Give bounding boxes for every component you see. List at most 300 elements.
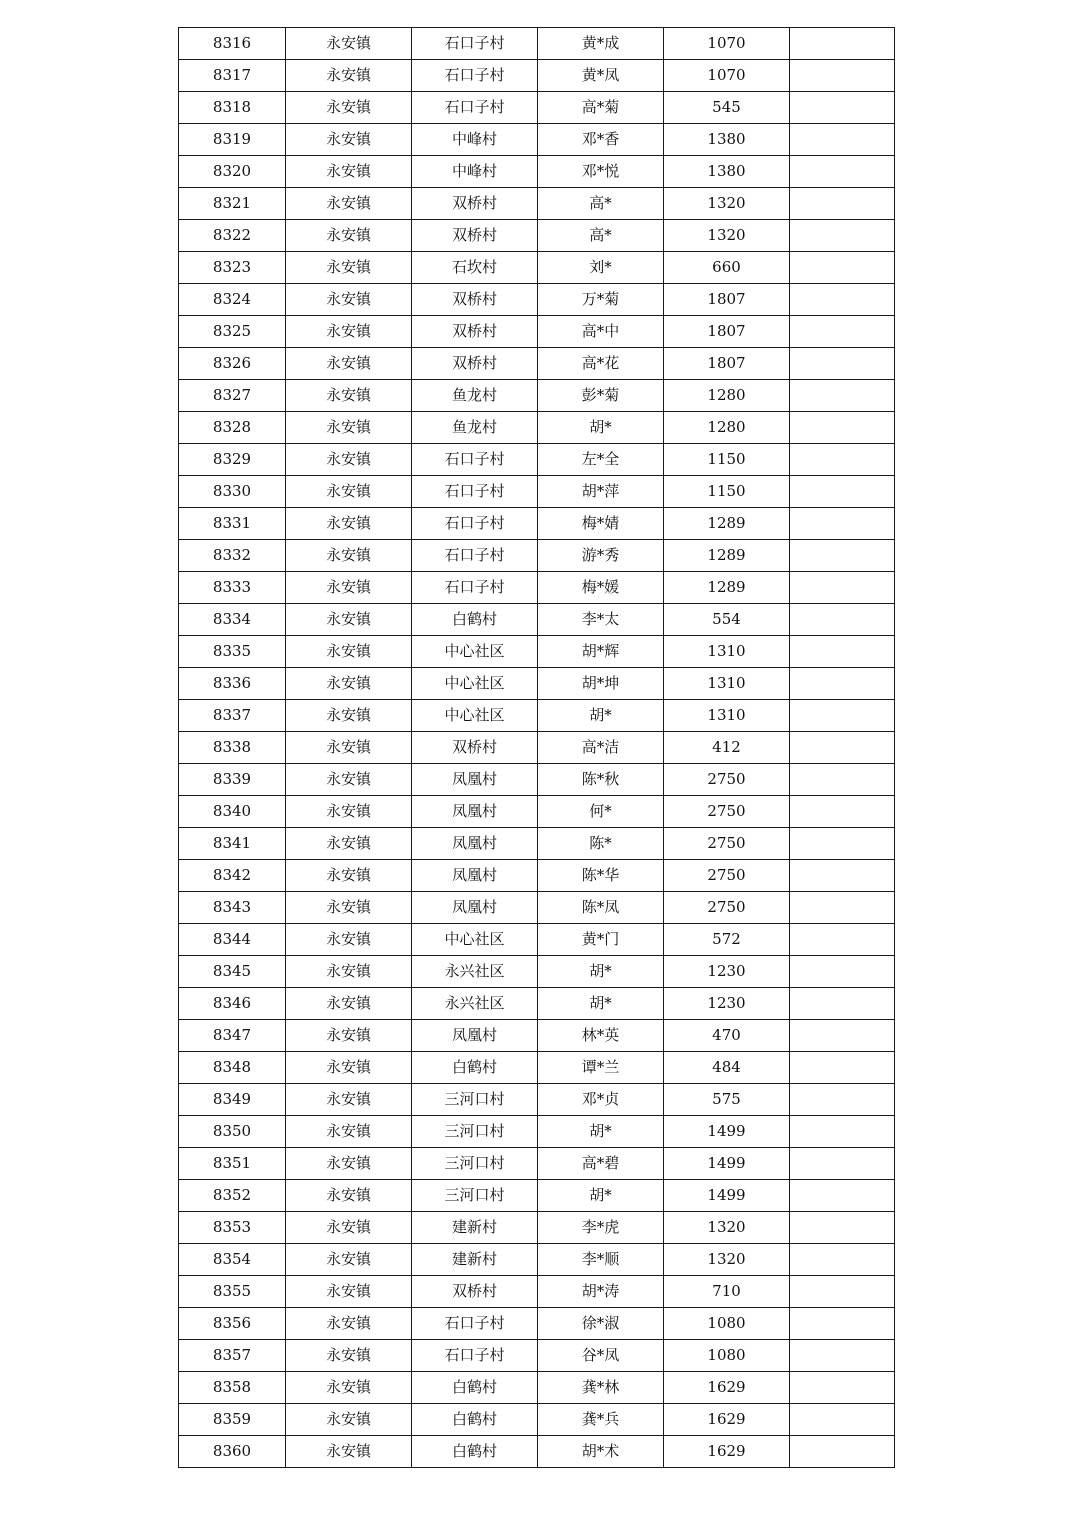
name-cell: 胡* xyxy=(538,956,664,988)
village-cell: 凤凰村 xyxy=(412,764,538,796)
note-cell xyxy=(790,764,895,796)
serial-number-cell: 8359 xyxy=(179,1404,286,1436)
name-cell: 胡* xyxy=(538,1116,664,1148)
note-cell xyxy=(790,956,895,988)
serial-number-cell: 8336 xyxy=(179,668,286,700)
table-row xyxy=(179,828,895,860)
serial-number-cell: 8321 xyxy=(179,188,286,220)
serial-number-cell: 8316 xyxy=(179,28,286,60)
table-row xyxy=(179,284,895,316)
table-row xyxy=(179,572,895,604)
note-cell xyxy=(790,508,895,540)
note-cell xyxy=(790,700,895,732)
village-cell: 中心社区 xyxy=(412,924,538,956)
table-row xyxy=(179,764,895,796)
table-row xyxy=(179,860,895,892)
village-cell: 永兴社区 xyxy=(412,956,538,988)
village-cell: 石口子村 xyxy=(412,1308,538,1340)
table-row xyxy=(179,444,895,476)
table-row xyxy=(179,892,895,924)
serial-number-cell: 8351 xyxy=(179,1148,286,1180)
serial-number-cell: 8326 xyxy=(179,348,286,380)
name-cell: 胡* xyxy=(538,1180,664,1212)
name-cell: 谷*凤 xyxy=(538,1340,664,1372)
serial-number-cell: 8319 xyxy=(179,124,286,156)
serial-number-cell: 8350 xyxy=(179,1116,286,1148)
village-cell: 鱼龙村 xyxy=(412,380,538,412)
table-row xyxy=(179,956,895,988)
note-cell xyxy=(790,572,895,604)
amount-cell: 2750 xyxy=(664,892,790,924)
name-cell: 胡* xyxy=(538,412,664,444)
note-cell xyxy=(790,1148,895,1180)
name-cell: 梅*婧 xyxy=(538,508,664,540)
town-cell: 永安镇 xyxy=(286,1244,412,1276)
name-cell: 万*菊 xyxy=(538,284,664,316)
town-cell: 永安镇 xyxy=(286,252,412,284)
note-cell xyxy=(790,1244,895,1276)
name-cell: 胡*涛 xyxy=(538,1276,664,1308)
serial-number-cell: 8317 xyxy=(179,60,286,92)
amount-cell: 575 xyxy=(664,1084,790,1116)
village-cell: 中心社区 xyxy=(412,636,538,668)
name-cell: 陈*华 xyxy=(538,860,664,892)
town-cell: 永安镇 xyxy=(286,1308,412,1340)
town-cell: 永安镇 xyxy=(286,28,412,60)
serial-number-cell: 8325 xyxy=(179,316,286,348)
town-cell: 永安镇 xyxy=(286,1116,412,1148)
town-cell: 永安镇 xyxy=(286,1436,412,1468)
table-row xyxy=(179,1436,895,1468)
serial-number-cell: 8345 xyxy=(179,956,286,988)
note-cell xyxy=(790,1372,895,1404)
name-cell: 黄*门 xyxy=(538,924,664,956)
serial-number-cell: 8346 xyxy=(179,988,286,1020)
note-cell xyxy=(790,188,895,220)
amount-cell: 412 xyxy=(664,732,790,764)
amount-cell: 1499 xyxy=(664,1116,790,1148)
table-row xyxy=(179,348,895,380)
village-cell: 永兴社区 xyxy=(412,988,538,1020)
note-cell xyxy=(790,476,895,508)
table-row xyxy=(179,1212,895,1244)
town-cell: 永安镇 xyxy=(286,92,412,124)
serial-number-cell: 8347 xyxy=(179,1020,286,1052)
serial-number-cell: 8338 xyxy=(179,732,286,764)
name-cell: 龚*兵 xyxy=(538,1404,664,1436)
note-cell xyxy=(790,124,895,156)
name-cell: 李*虎 xyxy=(538,1212,664,1244)
name-cell: 梅*媛 xyxy=(538,572,664,604)
amount-cell: 1807 xyxy=(664,316,790,348)
amount-cell: 1320 xyxy=(664,1244,790,1276)
town-cell: 永安镇 xyxy=(286,956,412,988)
note-cell xyxy=(790,668,895,700)
village-cell: 中心社区 xyxy=(412,700,538,732)
amount-cell: 1150 xyxy=(664,444,790,476)
town-cell: 永安镇 xyxy=(286,1372,412,1404)
amount-cell: 710 xyxy=(664,1276,790,1308)
village-cell: 石口子村 xyxy=(412,540,538,572)
name-cell: 高*碧 xyxy=(538,1148,664,1180)
village-cell: 三河口村 xyxy=(412,1180,538,1212)
amount-cell: 1230 xyxy=(664,988,790,1020)
town-cell: 永安镇 xyxy=(286,924,412,956)
name-cell: 高*中 xyxy=(538,316,664,348)
serial-number-cell: 8335 xyxy=(179,636,286,668)
note-cell xyxy=(790,1180,895,1212)
serial-number-cell: 8324 xyxy=(179,284,286,316)
town-cell: 永安镇 xyxy=(286,220,412,252)
amount-cell: 1070 xyxy=(664,28,790,60)
note-cell xyxy=(790,988,895,1020)
table-row xyxy=(179,1308,895,1340)
table-row xyxy=(179,988,895,1020)
table-row xyxy=(179,1116,895,1148)
serial-number-cell: 8320 xyxy=(179,156,286,188)
amount-cell: 1289 xyxy=(664,540,790,572)
serial-number-cell: 8353 xyxy=(179,1212,286,1244)
serial-number-cell: 8328 xyxy=(179,412,286,444)
name-cell: 谭*兰 xyxy=(538,1052,664,1084)
name-cell: 邓*贞 xyxy=(538,1084,664,1116)
name-cell: 胡*术 xyxy=(538,1436,664,1468)
note-cell xyxy=(790,1276,895,1308)
note-cell xyxy=(790,1340,895,1372)
village-cell: 石口子村 xyxy=(412,476,538,508)
note-cell xyxy=(790,284,895,316)
name-cell: 邓*悦 xyxy=(538,156,664,188)
amount-cell: 1070 xyxy=(664,60,790,92)
table-row xyxy=(179,604,895,636)
village-cell: 三河口村 xyxy=(412,1116,538,1148)
town-cell: 永安镇 xyxy=(286,476,412,508)
amount-cell: 554 xyxy=(664,604,790,636)
roster-table-body xyxy=(179,28,895,1468)
town-cell: 永安镇 xyxy=(286,1212,412,1244)
name-cell: 李*顺 xyxy=(538,1244,664,1276)
village-cell: 凤凰村 xyxy=(412,892,538,924)
table-row xyxy=(179,1084,895,1116)
amount-cell: 1499 xyxy=(664,1180,790,1212)
amount-cell: 1499 xyxy=(664,1148,790,1180)
note-cell xyxy=(790,1084,895,1116)
note-cell xyxy=(790,60,895,92)
serial-number-cell: 8334 xyxy=(179,604,286,636)
town-cell: 永安镇 xyxy=(286,1276,412,1308)
town-cell: 永安镇 xyxy=(286,860,412,892)
serial-number-cell: 8331 xyxy=(179,508,286,540)
table-row xyxy=(179,508,895,540)
village-cell: 双桥村 xyxy=(412,732,538,764)
serial-number-cell: 8356 xyxy=(179,1308,286,1340)
table-row xyxy=(179,60,895,92)
town-cell: 永安镇 xyxy=(286,1404,412,1436)
note-cell xyxy=(790,380,895,412)
village-cell: 凤凰村 xyxy=(412,1020,538,1052)
serial-number-cell: 8344 xyxy=(179,924,286,956)
table-row xyxy=(179,220,895,252)
town-cell: 永安镇 xyxy=(286,572,412,604)
name-cell: 龚*林 xyxy=(538,1372,664,1404)
village-cell: 石口子村 xyxy=(412,572,538,604)
village-cell: 双桥村 xyxy=(412,348,538,380)
serial-number-cell: 8327 xyxy=(179,380,286,412)
table-row xyxy=(179,1404,895,1436)
note-cell xyxy=(790,1116,895,1148)
serial-number-cell: 8318 xyxy=(179,92,286,124)
serial-number-cell: 8322 xyxy=(179,220,286,252)
serial-number-cell: 8339 xyxy=(179,764,286,796)
amount-cell: 1320 xyxy=(664,1212,790,1244)
table-row xyxy=(179,156,895,188)
name-cell: 黄*成 xyxy=(538,28,664,60)
town-cell: 永安镇 xyxy=(286,124,412,156)
name-cell: 陈*秋 xyxy=(538,764,664,796)
village-cell: 建新村 xyxy=(412,1212,538,1244)
village-cell: 双桥村 xyxy=(412,316,538,348)
table-row xyxy=(179,540,895,572)
note-cell xyxy=(790,252,895,284)
village-cell: 三河口村 xyxy=(412,1148,538,1180)
village-cell: 双桥村 xyxy=(412,1276,538,1308)
table-row xyxy=(179,476,895,508)
amount-cell: 2750 xyxy=(664,828,790,860)
village-cell: 三河口村 xyxy=(412,1084,538,1116)
amount-cell: 1320 xyxy=(664,220,790,252)
table-row xyxy=(179,700,895,732)
serial-number-cell: 8354 xyxy=(179,1244,286,1276)
note-cell xyxy=(790,156,895,188)
town-cell: 永安镇 xyxy=(286,508,412,540)
note-cell xyxy=(790,1404,895,1436)
name-cell: 高*菊 xyxy=(538,92,664,124)
roster-table xyxy=(178,27,895,1468)
village-cell: 石口子村 xyxy=(412,60,538,92)
note-cell xyxy=(790,92,895,124)
village-cell: 石口子村 xyxy=(412,508,538,540)
serial-number-cell: 8341 xyxy=(179,828,286,860)
serial-number-cell: 8332 xyxy=(179,540,286,572)
amount-cell: 2750 xyxy=(664,860,790,892)
name-cell: 李*太 xyxy=(538,604,664,636)
village-cell: 白鹤村 xyxy=(412,1404,538,1436)
name-cell: 高* xyxy=(538,220,664,252)
village-cell: 白鹤村 xyxy=(412,1436,538,1468)
serial-number-cell: 8337 xyxy=(179,700,286,732)
village-cell: 石口子村 xyxy=(412,92,538,124)
note-cell xyxy=(790,860,895,892)
name-cell: 陈*凤 xyxy=(538,892,664,924)
town-cell: 永安镇 xyxy=(286,764,412,796)
table-row xyxy=(179,1372,895,1404)
note-cell xyxy=(790,892,895,924)
village-cell: 双桥村 xyxy=(412,220,538,252)
town-cell: 永安镇 xyxy=(286,380,412,412)
town-cell: 永安镇 xyxy=(286,700,412,732)
village-cell: 中峰村 xyxy=(412,156,538,188)
amount-cell: 1230 xyxy=(664,956,790,988)
name-cell: 徐*淑 xyxy=(538,1308,664,1340)
note-cell xyxy=(790,1212,895,1244)
table-row xyxy=(179,1276,895,1308)
table-row xyxy=(179,380,895,412)
town-cell: 永安镇 xyxy=(286,1340,412,1372)
table-row xyxy=(179,316,895,348)
table-row xyxy=(179,252,895,284)
amount-cell: 2750 xyxy=(664,764,790,796)
amount-cell: 1310 xyxy=(664,700,790,732)
name-cell: 陈* xyxy=(538,828,664,860)
document-page xyxy=(178,27,895,1468)
note-cell xyxy=(790,1308,895,1340)
town-cell: 永安镇 xyxy=(286,732,412,764)
name-cell: 高*洁 xyxy=(538,732,664,764)
serial-number-cell: 8360 xyxy=(179,1436,286,1468)
village-cell: 中心社区 xyxy=(412,668,538,700)
serial-number-cell: 8355 xyxy=(179,1276,286,1308)
name-cell: 左*全 xyxy=(538,444,664,476)
note-cell xyxy=(790,444,895,476)
town-cell: 永安镇 xyxy=(286,412,412,444)
amount-cell: 1080 xyxy=(664,1308,790,1340)
amount-cell: 1289 xyxy=(664,508,790,540)
name-cell: 邓*香 xyxy=(538,124,664,156)
table-row xyxy=(179,1340,895,1372)
town-cell: 永安镇 xyxy=(286,284,412,316)
town-cell: 永安镇 xyxy=(286,604,412,636)
town-cell: 永安镇 xyxy=(286,1180,412,1212)
amount-cell: 1380 xyxy=(664,156,790,188)
amount-cell: 1310 xyxy=(664,668,790,700)
village-cell: 凤凰村 xyxy=(412,828,538,860)
town-cell: 永安镇 xyxy=(286,1020,412,1052)
amount-cell: 545 xyxy=(664,92,790,124)
name-cell: 胡* xyxy=(538,988,664,1020)
table-row xyxy=(179,412,895,444)
name-cell: 彭*菊 xyxy=(538,380,664,412)
note-cell xyxy=(790,348,895,380)
serial-number-cell: 8343 xyxy=(179,892,286,924)
name-cell: 黄*凤 xyxy=(538,60,664,92)
village-cell: 凤凰村 xyxy=(412,860,538,892)
serial-number-cell: 8342 xyxy=(179,860,286,892)
table-row xyxy=(179,796,895,828)
name-cell: 游*秀 xyxy=(538,540,664,572)
town-cell: 永安镇 xyxy=(286,988,412,1020)
amount-cell: 1320 xyxy=(664,188,790,220)
village-cell: 石口子村 xyxy=(412,1340,538,1372)
amount-cell: 1280 xyxy=(664,412,790,444)
town-cell: 永安镇 xyxy=(286,1084,412,1116)
name-cell: 胡* xyxy=(538,700,664,732)
town-cell: 永安镇 xyxy=(286,188,412,220)
note-cell xyxy=(790,1436,895,1468)
table-row xyxy=(179,732,895,764)
serial-number-cell: 8352 xyxy=(179,1180,286,1212)
table-row xyxy=(179,1052,895,1084)
village-cell: 石坎村 xyxy=(412,252,538,284)
village-cell: 石口子村 xyxy=(412,28,538,60)
amount-cell: 1629 xyxy=(664,1372,790,1404)
town-cell: 永安镇 xyxy=(286,668,412,700)
amount-cell: 1289 xyxy=(664,572,790,604)
serial-number-cell: 8348 xyxy=(179,1052,286,1084)
town-cell: 永安镇 xyxy=(286,828,412,860)
note-cell xyxy=(790,924,895,956)
table-row xyxy=(179,188,895,220)
town-cell: 永安镇 xyxy=(286,348,412,380)
note-cell xyxy=(790,828,895,860)
village-cell: 凤凰村 xyxy=(412,796,538,828)
village-cell: 鱼龙村 xyxy=(412,412,538,444)
town-cell: 永安镇 xyxy=(286,540,412,572)
note-cell xyxy=(790,1052,895,1084)
amount-cell: 1380 xyxy=(664,124,790,156)
village-cell: 石口子村 xyxy=(412,444,538,476)
name-cell: 刘* xyxy=(538,252,664,284)
name-cell: 何* xyxy=(538,796,664,828)
table-row xyxy=(179,1244,895,1276)
amount-cell: 470 xyxy=(664,1020,790,1052)
name-cell: 胡*萍 xyxy=(538,476,664,508)
name-cell: 胡*坤 xyxy=(538,668,664,700)
table-row xyxy=(179,924,895,956)
amount-cell: 1629 xyxy=(664,1436,790,1468)
town-cell: 永安镇 xyxy=(286,796,412,828)
village-cell: 白鹤村 xyxy=(412,1052,538,1084)
amount-cell: 1310 xyxy=(664,636,790,668)
serial-number-cell: 8357 xyxy=(179,1340,286,1372)
amount-cell: 484 xyxy=(664,1052,790,1084)
note-cell xyxy=(790,412,895,444)
town-cell: 永安镇 xyxy=(286,892,412,924)
town-cell: 永安镇 xyxy=(286,316,412,348)
amount-cell: 1150 xyxy=(664,476,790,508)
note-cell xyxy=(790,636,895,668)
village-cell: 白鹤村 xyxy=(412,1372,538,1404)
note-cell xyxy=(790,604,895,636)
serial-number-cell: 8358 xyxy=(179,1372,286,1404)
table-row xyxy=(179,124,895,156)
name-cell: 林*英 xyxy=(538,1020,664,1052)
village-cell: 白鹤村 xyxy=(412,604,538,636)
note-cell xyxy=(790,732,895,764)
note-cell xyxy=(790,796,895,828)
table-row xyxy=(179,636,895,668)
town-cell: 永安镇 xyxy=(286,444,412,476)
town-cell: 永安镇 xyxy=(286,156,412,188)
serial-number-cell: 8329 xyxy=(179,444,286,476)
amount-cell: 2750 xyxy=(664,796,790,828)
name-cell: 胡*辉 xyxy=(538,636,664,668)
amount-cell: 1807 xyxy=(664,284,790,316)
table-row xyxy=(179,92,895,124)
town-cell: 永安镇 xyxy=(286,1052,412,1084)
note-cell xyxy=(790,316,895,348)
village-cell: 双桥村 xyxy=(412,284,538,316)
note-cell xyxy=(790,220,895,252)
amount-cell: 1807 xyxy=(664,348,790,380)
serial-number-cell: 8349 xyxy=(179,1084,286,1116)
table-row xyxy=(179,668,895,700)
name-cell: 高* xyxy=(538,188,664,220)
town-cell: 永安镇 xyxy=(286,60,412,92)
amount-cell: 1080 xyxy=(664,1340,790,1372)
serial-number-cell: 8333 xyxy=(179,572,286,604)
village-cell: 中峰村 xyxy=(412,124,538,156)
amount-cell: 572 xyxy=(664,924,790,956)
